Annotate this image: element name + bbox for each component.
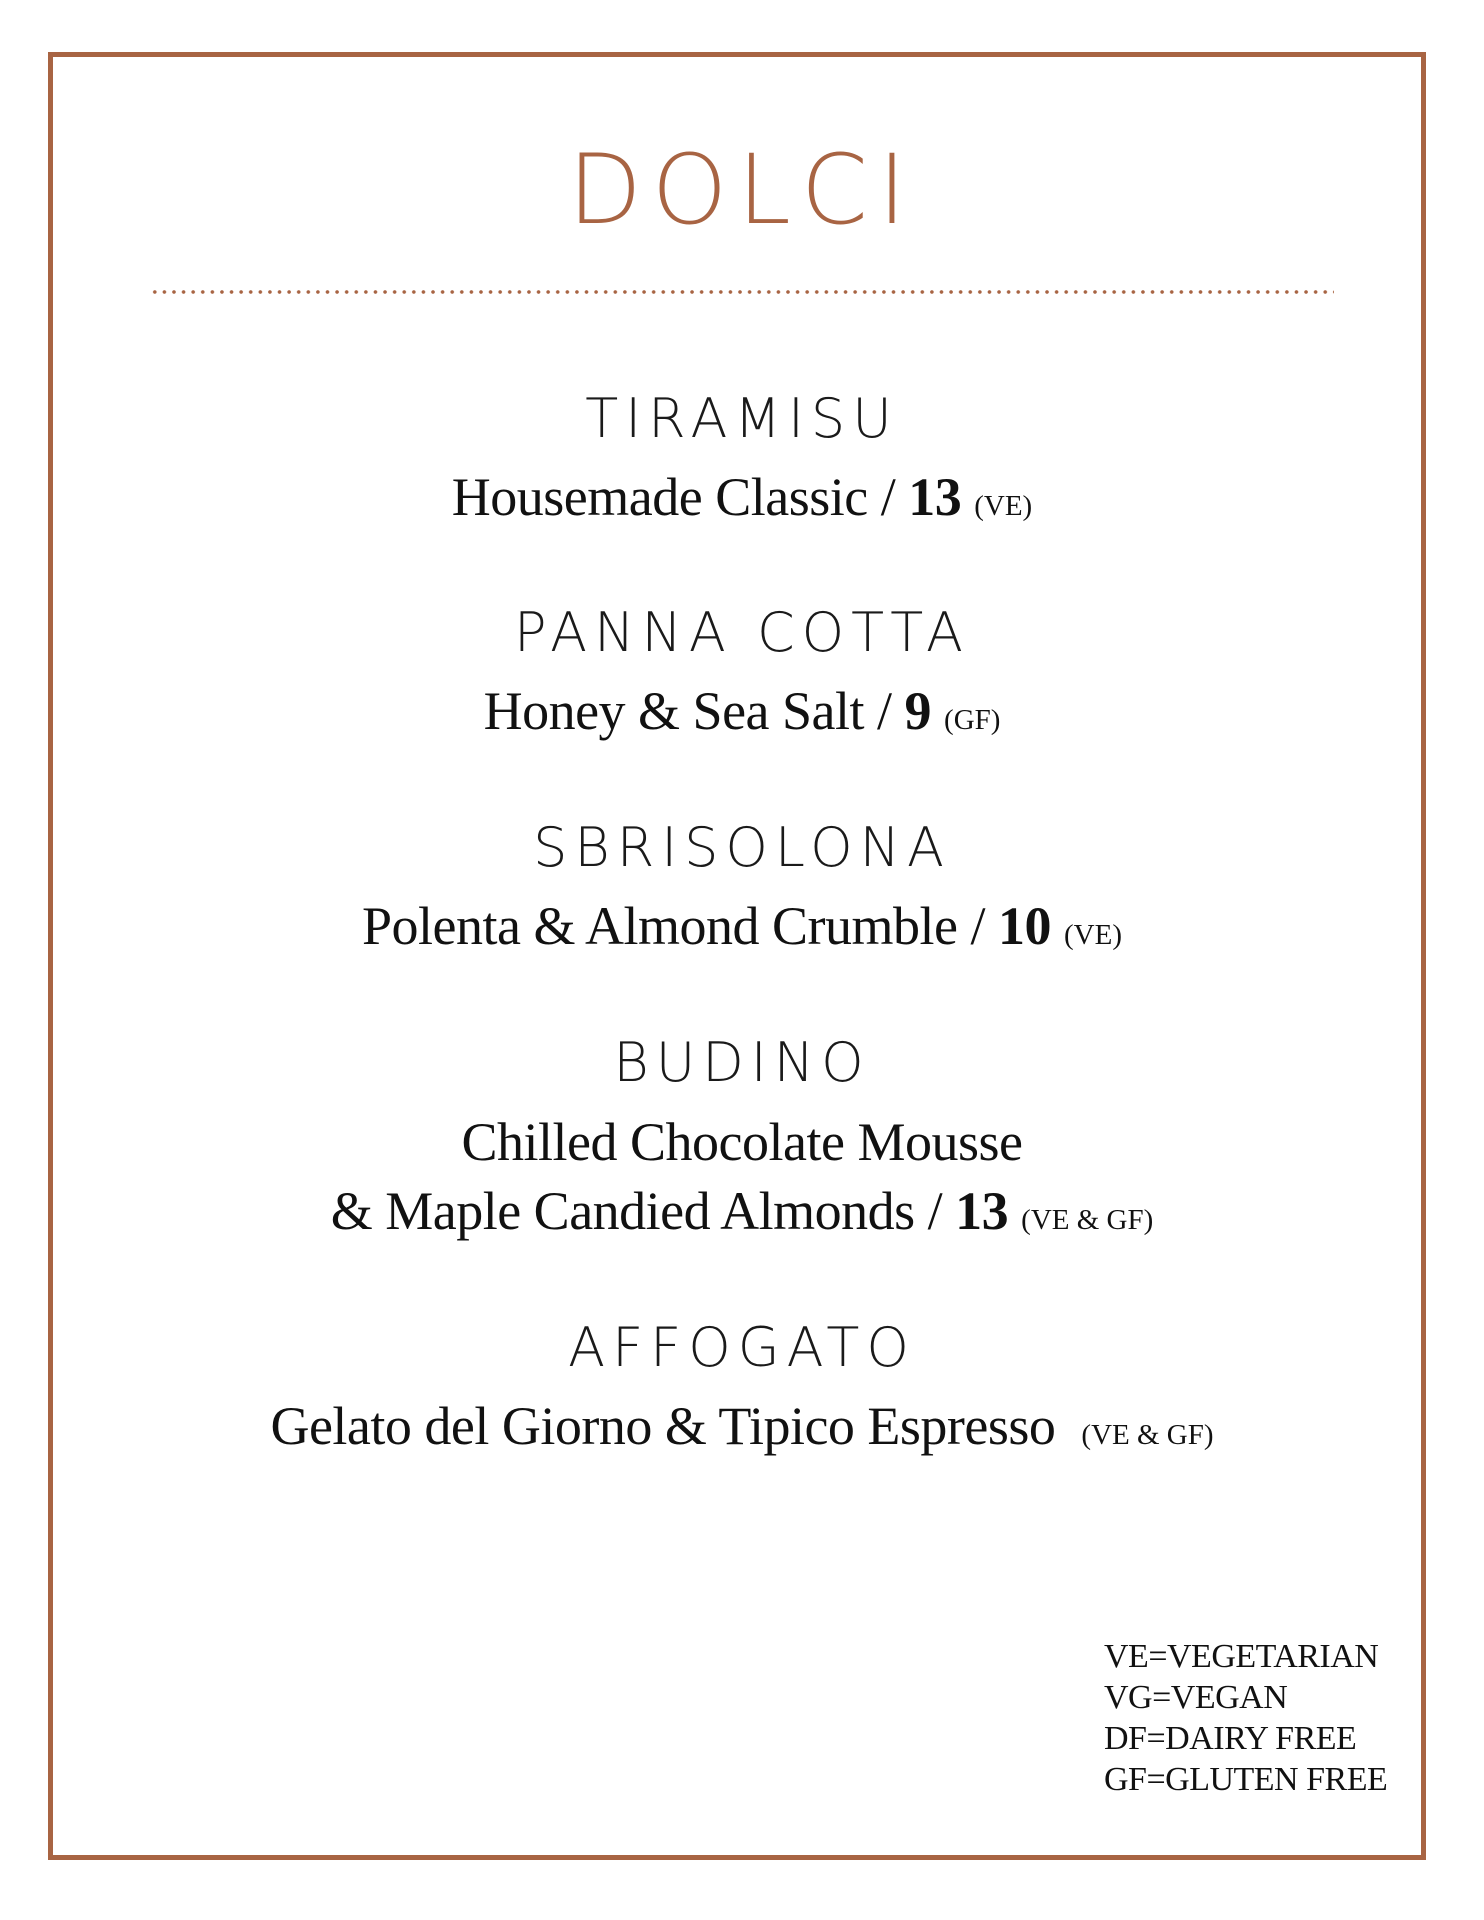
item-name-budino: BUDINO: [613, 1031, 871, 1094]
item-description-affogato: [0, 1396, 1484, 1456]
item-price: 9: [904, 681, 932, 741]
menu-border: [48, 52, 1426, 1860]
dietary-tag: (VE): [1064, 919, 1122, 951]
item-description-text: Polenta & Almond Crumble /: [362, 896, 998, 956]
item-description-budino-line2: [0, 1181, 1484, 1241]
item-description-text: Honey & Sea Salt /: [483, 681, 905, 741]
item-name-panna-cotta: PANNA COTTA: [514, 601, 970, 664]
item-price: 13: [955, 1181, 1009, 1241]
dietary-legend: [1104, 1636, 1387, 1800]
item-name-tiramisu: TIRAMISU: [585, 387, 899, 450]
item-name-sbrisolona: SBRISOLONA: [533, 816, 951, 879]
item-description-sbrisolona: [0, 896, 1484, 956]
item-name-affogato: AFFOGATO: [568, 1316, 916, 1379]
dietary-tag: (VE & GF): [1021, 1204, 1154, 1236]
dietary-tag: (GF): [944, 704, 1001, 736]
item-description-panna-cotta: [0, 681, 1484, 741]
dietary-tag: (VE): [974, 490, 1033, 522]
item-description-budino-line1: Chilled Chocolate Mousse: [461, 1112, 1023, 1172]
dotted-divider: [150, 290, 1334, 294]
legend-item-gluten-free: GF=GLUTEN FREE: [1104, 1761, 1388, 1798]
legend-item-dairy-free: DF=DAIRY FREE: [1104, 1720, 1357, 1757]
menu-title: DOLCI: [567, 134, 917, 246]
item-description-text: Gelato del Giorno & Tipico Espresso: [270, 1396, 1056, 1456]
item-description-text: & Maple Candied Almonds /: [330, 1181, 956, 1241]
dietary-tag: (VE & GF): [1081, 1419, 1214, 1451]
item-price: 13: [908, 467, 962, 527]
item-description-tiramisu: [0, 467, 1484, 527]
item-price: 10: [998, 896, 1051, 956]
legend-item-vegetarian: VE=VEGETARIAN: [1104, 1638, 1379, 1675]
legend-item-vegan: VG=VEGAN: [1104, 1679, 1288, 1716]
item-description-text: Housemade Classic /: [451, 467, 909, 527]
